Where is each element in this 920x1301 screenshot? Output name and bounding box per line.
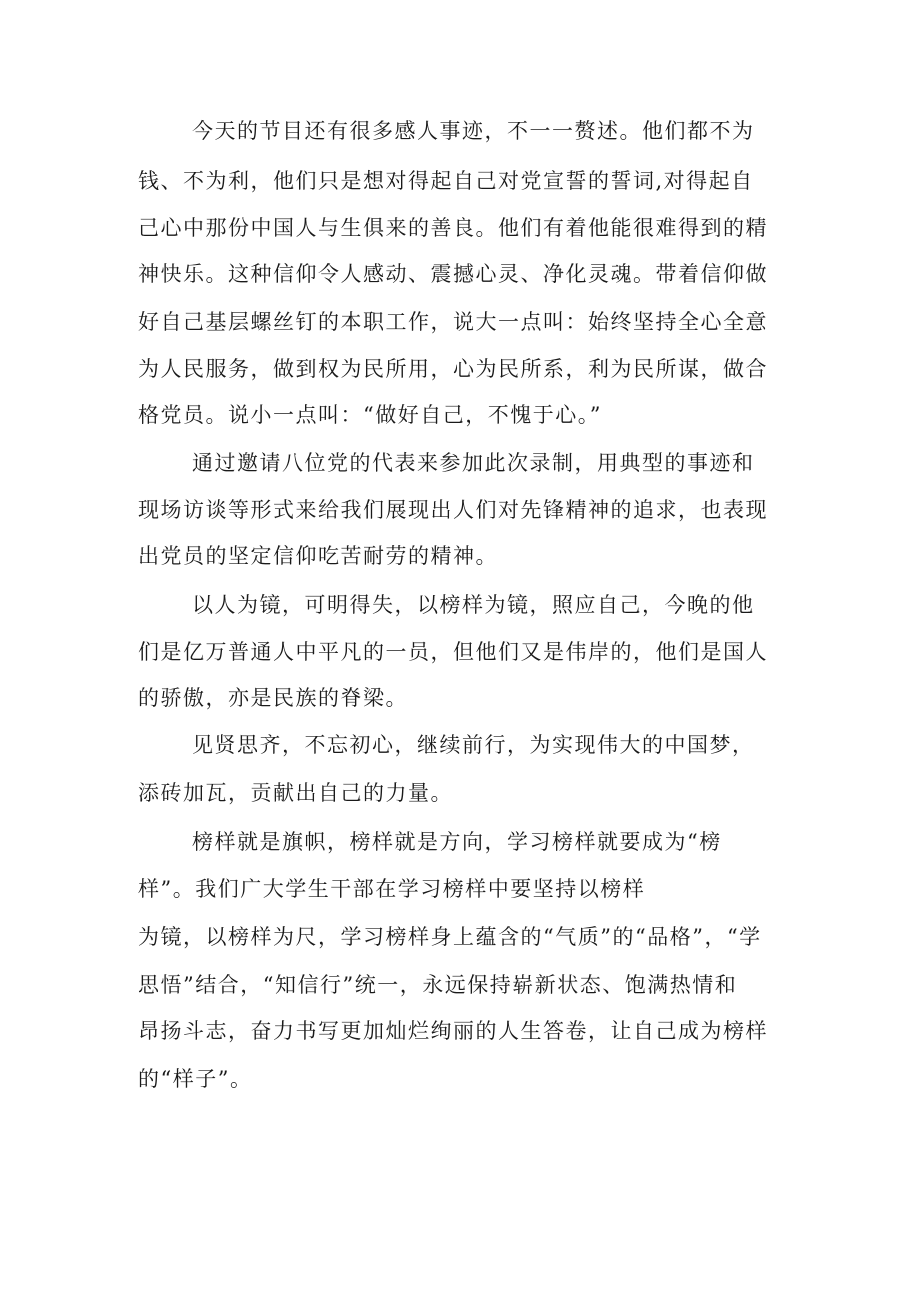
- paragraph-5-line-1: 榜样就是旗帜，榜样就是方向，学习榜样就要成为“榜: [192, 830, 722, 854]
- paragraph-1-line-2: 钱、不为利，他们只是想对得起自己对党宣誓的誓词,对得起自: [138, 169, 754, 193]
- paragraph-3-line-2: 们是亿万普通人中平凡的一员，但他们又是伟岸的，他们是国人: [138, 640, 768, 664]
- paragraph-1-line-6: 为人民服务，做到权为民所用，心为民所系，利为民所谋，做合: [138, 357, 768, 381]
- paragraph-2-line-2: 现场访谈等形式来给我们展现出人们对先锋精神的追求，也表现: [138, 498, 768, 522]
- paragraph-5-line-3: 为镜，以榜样为尺，学习榜样身上蕴含的“气质”的“品格”，“学: [138, 925, 762, 949]
- paragraph-5-line-6: 的“样子”。: [138, 1067, 253, 1091]
- paragraph-2-line-3: 出党员的坚定信仰吃苦耐劳的精神。: [138, 544, 498, 568]
- paragraph-4-line-1: 见贤思齐，不忘初心，继续前行，为实现伟大的中国梦，: [192, 733, 755, 757]
- paragraph-4-line-2: 添砖加瓦，贡献出自己的力量。: [138, 781, 453, 805]
- paragraph-1-line-3: 己心中那份中国人与生俱来的善良。他们有着他能很难得到的精: [138, 216, 768, 240]
- paragraph-5-line-4: 思悟”结合，“知信行”统一，永远保持崭新状态、饱满热情和: [138, 973, 738, 997]
- paragraph-5-line-5: 昂扬斗志，奋力书写更加灿烂绚丽的人生答卷，让自己成为榜样: [138, 1019, 768, 1043]
- paragraph-1-line-7: 格党员。说小一点叫：“做好自己，不愧于心。”: [138, 403, 602, 427]
- paragraph-1-line-5: 好自己基层螺丝钉的本职工作，说大一点叫：始终坚持全心全意: [138, 310, 768, 334]
- paragraph-3-line-1: 以人为镜，可明得失，以榜样为镜，照应自己，今晚的他: [192, 593, 755, 617]
- paragraph-1-line-4: 神快乐。这种信仰令人感动、震撼心灵、净化灵魂。带着信仰做: [138, 262, 768, 286]
- paragraph-3-line-3: 的骄傲，亦是民族的脊梁。: [138, 686, 408, 710]
- paragraph-1-line-1: 今天的节目还有很多感人事迹，不一一赘述。他们都不为: [192, 119, 755, 143]
- paragraph-5-line-2: 样”。我们广大学生干部在学习榜样中要坚持以榜样: [138, 877, 646, 901]
- paragraph-2-line-1: 通过邀请八位党的代表来参加此次录制，用典型的事迹和: [192, 451, 755, 475]
